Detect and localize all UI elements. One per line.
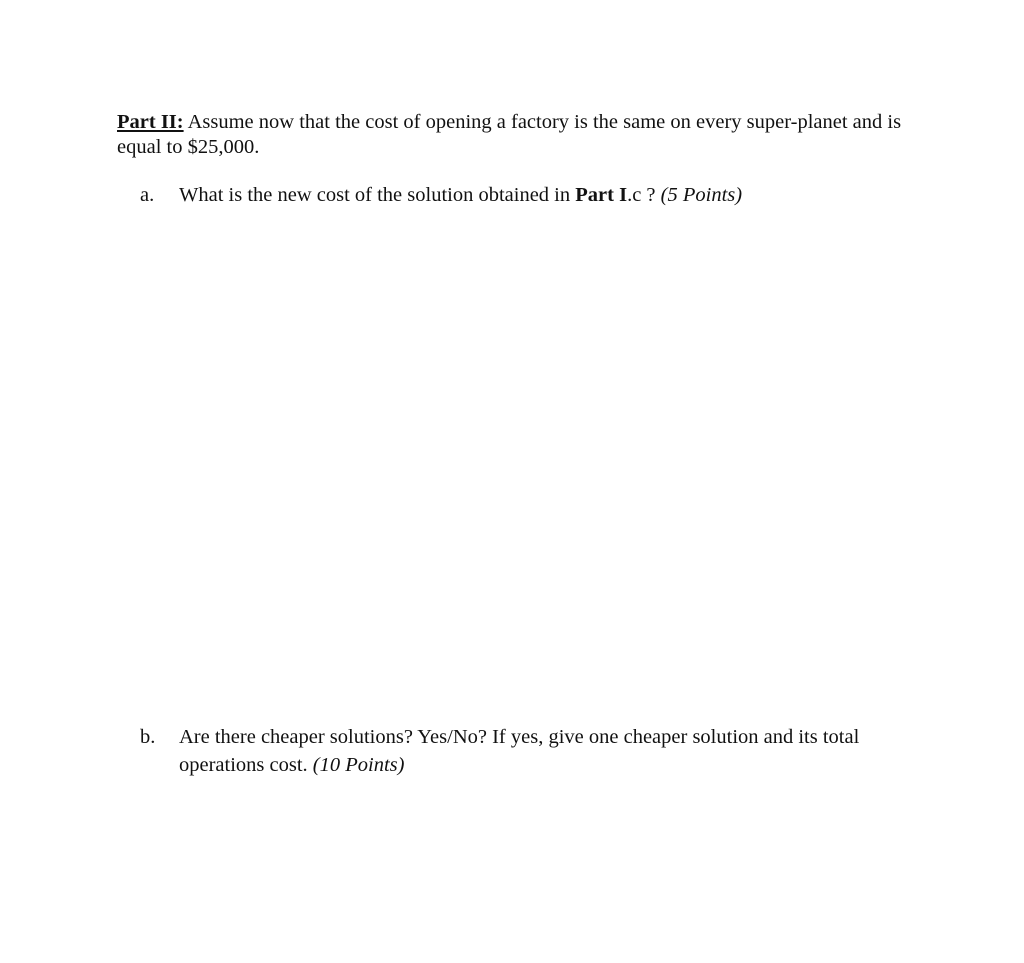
question-text [179,723,900,779]
part-heading: Part II: [117,111,184,133]
part-intro-paragraph [117,110,917,160]
question-text [179,181,900,209]
question-reference: Part I [575,184,628,206]
part-intro-text: Assume now that the cost of opening a factory is the same on every super-planet and is equal to $25,000. [117,111,902,158]
question-points: (5 Points) [660,184,743,206]
question-a [140,181,900,209]
question-reference-suffix: .c ? [627,184,661,206]
question-marker: a. [140,184,155,206]
question-marker: b. [140,726,156,748]
question-text-main: Are there cheaper solutions? Yes/No? If yes, give one cheaper solution and its total operations cost. [179,726,860,776]
question-b [140,723,900,779]
question-points: (10 Points) [312,754,405,776]
question-text-main: What is the new cost of the solution obtained in [179,184,576,206]
